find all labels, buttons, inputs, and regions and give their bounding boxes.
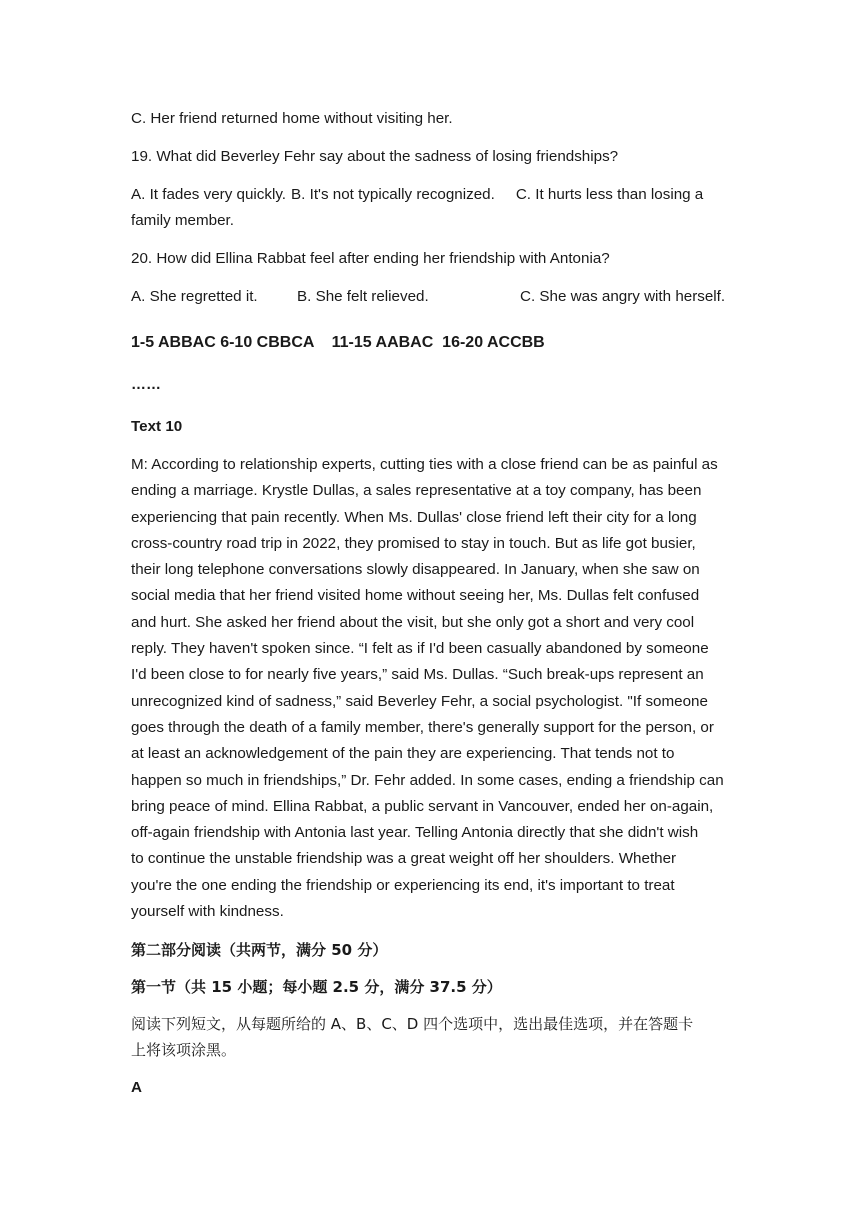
passage-line: off-again friendship with Antonia last year. Telling Antonia directly that she didn't wish: [131, 824, 699, 842]
passage-line: yourself with kindness.: [131, 903, 284, 921]
passage-line: reply. They haven't spoken since. “I felt as if I'd been casually abandoned by someone: [131, 640, 709, 658]
passage-line: at least an acknowledgement of the pain they are experiencing. That tends not to: [131, 745, 675, 763]
passage-line: I'd been close to for nearly five years,” said Ms. Dullas. “Such break-ups represent an: [131, 666, 704, 684]
q18-option-c: C. Her friend returned home without visiting her.: [131, 110, 453, 127]
passage-line: social media that her friend visited home without seeing her, Ms. Dullas felt confused: [131, 587, 700, 605]
document-page: [131, 106, 741, 1101]
q20-question: 20. How did Ellina Rabbat feel after ending her friendship with Antonia?: [131, 250, 610, 267]
q20-option-c: C. She was angry with herself.: [520, 288, 726, 305]
passage-label: A: [131, 1079, 142, 1097]
passage-line: unrecognized kind of sadness,” said Beverley Fehr, a social psychologist. "If someone: [131, 692, 708, 710]
part2-heading: 第二部分阅读（共两节，满分 50 分）: [131, 941, 388, 960]
ellipsis: ……: [131, 376, 161, 393]
passage-line: ending a marriage. Krystle Dullas, a sales representative at a toy company, has been: [131, 482, 702, 500]
passage-line: goes through the death of a family member, there's generally support for the person, or: [131, 718, 714, 736]
passage-line: you're the one ending the friendship or experiencing its end, it's important to treat: [131, 876, 675, 894]
q20-options: [131, 284, 741, 310]
q19-option-a: A. It fades very quickly.: [131, 186, 287, 203]
q19-options: [131, 182, 741, 208]
answer-key: 1-5 ABBAC 6-10 CBBCA 11-15 AABAC 16-20 ACCBB: [131, 334, 545, 351]
passage-line: happen so much in friendships,” Dr. Fehr added. In some cases, ending a friendship can: [131, 771, 724, 789]
instruction-line: 阅读下列短文，从每题所给的 A、B、C、D 四个选项中，选出最佳选项，并在答题卡: [131, 1015, 694, 1034]
passage-line: their long telephone conversations slowly disappeared. In January, when she saw on: [131, 561, 700, 579]
q19-option-c-continued: family member.: [131, 212, 234, 229]
q19-question: 19. What did Beverley Fehr say about the sadness of losing friendships?: [131, 148, 619, 165]
passage-line: and hurt. She asked her friend about the visit, but she only got a short and very cool: [131, 613, 695, 631]
section1-heading: 第一节（共 15 小题；每小题 2.5 分，满分 37.5 分）: [131, 978, 502, 997]
instruction-line: 上将该项涂黑。: [131, 1041, 237, 1060]
instructions: [131, 1011, 741, 1063]
q20-option-b: B. She felt relieved.: [297, 288, 429, 305]
passage-line: experiencing that pain recently. When Ms. Dullas' close friend left their city for a long: [131, 508, 697, 526]
passage-line: bring peace of mind. Ellina Rabbat, a public servant in Vancouver, ended her on-again,: [131, 797, 714, 815]
passage-line: M: According to relationship experts, cutting ties with a close friend can be as painful as: [131, 456, 718, 473]
text10-passage: [131, 452, 741, 925]
passage-line: to continue the unstable friendship was a great weight off her shoulders. Whether: [131, 850, 677, 868]
q19-option-b: B. It's not typically recognized.: [291, 186, 495, 203]
text10-title: Text 10: [131, 418, 183, 435]
q19-option-c: C. It hurts less than losing a: [515, 186, 704, 203]
q20-option-a: A. She regretted it.: [131, 288, 258, 305]
passage-line: cross-country road trip in 2022, they promised to stay in touch. But as life got busier,: [131, 534, 696, 552]
